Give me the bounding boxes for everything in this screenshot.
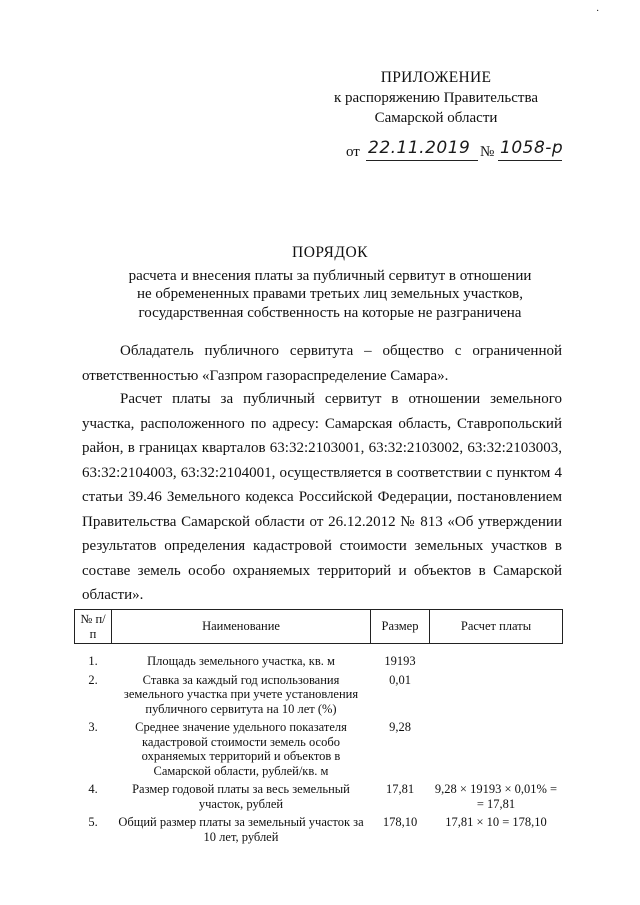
row-name: Среднее значение удельного показателя кадастровой стоимости земель особо охраняемых территорий и объектов в Самарской области, рублей/кв. м [135, 720, 347, 778]
row-size: 0,01 [389, 672, 411, 687]
row-num: 2. [88, 672, 98, 687]
row-calc [430, 720, 563, 782]
paragraph-calculation-basis: Расчет платы за публичный сервитут в отношении земельного участка, расположенного по адресу: Самарская область, Ставропольский район, в границах кварталов 63:32:2103001, 63:32:2103002, 63:32:2103003, 63:32:2104003, 63:32:2104001, осуществляется в соответствии с пунктом 4 статьи 39.46 Земельного кодекса Российской Федерации, постановлением Правительства Самарской области от 26.12.2012 № 813 «Об утверждении результатов определения кадастровой стоимости земельных участков в составе земель особо охраняемых территорий и объектов в Самарской области». [82, 391, 562, 603]
row-size: 178,10 [382, 815, 418, 829]
appendix-heading: ПРИЛОЖЕНИЕ [380, 69, 492, 86]
appendix-line-2: Самарской области [374, 110, 498, 126]
row-num: 4. [88, 782, 98, 796]
row-name: Общий размер платы за земельный участок за 10 лет, рублей [118, 815, 364, 844]
row-size: 9,28 [389, 720, 411, 734]
row-calc [430, 673, 563, 721]
row-size: 19193 [384, 654, 416, 668]
row-size: 17,81 [385, 782, 415, 796]
row-num: 1. [88, 654, 98, 668]
row-name: Ставка за каждый год использования земельного участка при учете установления публичного сервитута на 10 лет (%) [123, 672, 359, 716]
header-num: № п/п [75, 610, 112, 644]
document-title [80, 244, 580, 322]
order-date-line [346, 138, 576, 164]
table-row [75, 720, 563, 782]
row-calc: 9,28 × 19193 × 0,01% = = 17,81 [434, 782, 558, 811]
title-line-2: не обремененных правами третьих лиц земельных участков, [137, 286, 523, 302]
date-underline [366, 160, 478, 161]
row-num: 3. [88, 720, 98, 734]
order-number-sign: № [480, 144, 495, 160]
header-calc: Расчет платы [430, 610, 563, 644]
order-date-prefix: от [346, 144, 360, 160]
row-calc [430, 644, 563, 673]
order-number-handwritten: 1058-р [500, 138, 564, 158]
appendix-line-1: к распоряжению Правительства [333, 90, 538, 106]
title-heading: ПОРЯДОК [292, 244, 368, 261]
title-line-3: государственная собственность на которые не разграничена [138, 304, 522, 321]
header-name: Наименование [112, 610, 371, 644]
paragraph-servitude-holder: Обладатель публичного сервитута – общество с ограниченной ответственностью «Газпром газораспределение Самара». [82, 343, 562, 384]
row-num: 5. [88, 815, 98, 829]
order-date-handwritten: 22.11.2019 [368, 138, 471, 158]
number-underline [498, 160, 562, 161]
row-name: Размер годовой платы за весь земельный участок, рублей [132, 782, 350, 811]
row-name: Площадь земельного участка, кв. м [147, 654, 335, 668]
table-row [75, 815, 563, 848]
appendix-block [330, 68, 542, 128]
title-line-1: расчета и внесения платы за публичный сервитут в отношении [128, 267, 532, 284]
table-row [75, 673, 563, 721]
table-row [75, 782, 563, 815]
payment-calculation-table [74, 609, 563, 848]
corner-mark: · [596, 6, 600, 17]
table-header-row [75, 610, 563, 644]
table-row [75, 644, 563, 673]
row-calc: 17,81 × 10 = 178,10 [445, 815, 547, 829]
header-size: Размер [371, 610, 430, 644]
